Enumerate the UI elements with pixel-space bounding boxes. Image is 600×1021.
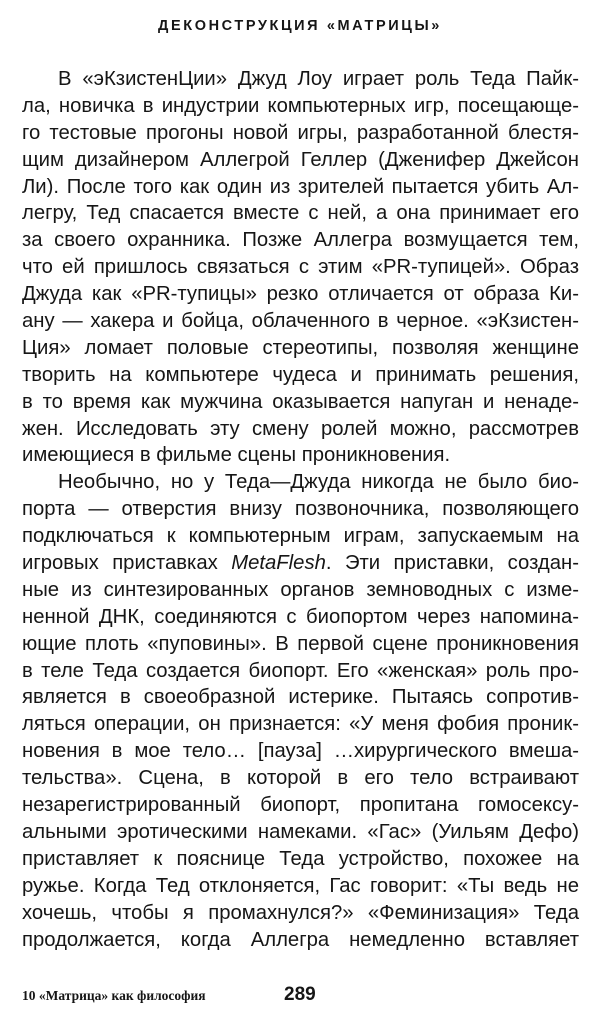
text-line: ные из синтезированных органов земноводных с изме- — [22, 578, 579, 601]
text-line: жен. Исследовать эту смену ролей можно, рассмотрев — [22, 417, 579, 440]
text-line: творить на компьютере чудеса и принимать решения, — [22, 363, 579, 386]
text-line: Ция» ломает половые стереотипы, позволяя женщине — [22, 336, 579, 359]
italic-term: MetaFlesh — [231, 552, 326, 575]
text-line-with-italic — [22, 550, 579, 577]
text-line: незарегистрированный биопорт, пропитана гомосексу- — [22, 794, 579, 817]
text-line: подключаться к компьютерным играм, запускаемым на — [22, 525, 579, 548]
text-line: го тестовые прогоны новой игры, разработанной блестя- — [22, 121, 579, 144]
text-line: легру, Тед спасается вместе с ней, а она принимает его — [22, 202, 579, 225]
text-line: порта — отверстия внизу позвоночника, позволяющего — [22, 498, 579, 521]
page-number: 289 — [284, 984, 316, 1005]
text-line: ружье. Когда Тед отклоняется, Гас говорит: «Ты ведь не — [22, 874, 579, 897]
text-line: В «эКзистенЦии» Джуд Лоу играет роль Теда Пайк- — [58, 68, 579, 90]
text-line: Джуда как «PR-тупицы» резко отличается от образа Ки- — [22, 283, 579, 306]
running-head: ДЕКОНСТРУКЦИЯ «МАТРИЦЫ» — [158, 18, 442, 34]
text-line: альными эротическими намеками. «Гас» (Уильям Дефо) — [22, 820, 579, 843]
paragraph-1 — [22, 66, 579, 469]
page-footer — [22, 984, 579, 1008]
text-line: в то время как мужчина оказывается напуган и ненаде- — [22, 390, 579, 413]
paragraph-2 — [22, 469, 579, 953]
text-line: ющие плоть «пуповины». В первой сцене проникновения — [22, 632, 579, 655]
text-line: имеющиеся в фильме сцены проникновения. — [22, 444, 451, 467]
text-line: ану — хакера и бойца, облаченного в черное. «эКзистен- — [22, 310, 579, 333]
text-line: в теле Теда создается биопорт. Его «женская» роль про- — [22, 659, 579, 682]
text-line: что ей пришлось связаться с этим «PR-тупицей». Образ — [22, 256, 579, 279]
text-line: продолжается, когда Аллегра немедленно вставляет — [22, 928, 579, 951]
text-segment: игровых приставках — [22, 552, 232, 575]
text-line: Ли). После того как один из зрителей пытается убить Ал- — [22, 175, 579, 198]
text-line: приставляет к пояснице Теда устройство, похожее на — [22, 847, 579, 870]
text-line: щим дизайнером Аллегрой Геллер (Дженифер Джейсон — [22, 148, 579, 171]
text-line: ла, новичка в индустрии компьютерных игр, посещающе- — [22, 94, 579, 117]
text-line: является в своеобразной истерике. Пытаясь сопротив- — [22, 686, 579, 709]
text-line: ненной ДНК, соединяются с биопортом через напомина- — [22, 605, 579, 628]
text-line: хочешь, чтобы я промахнулся?» «Феминизация» Теда — [22, 901, 579, 924]
text-line: тельства». Сцена, в которой в его тело встраивают — [22, 767, 579, 790]
text-segment: . Эти приставки, создан- — [325, 552, 579, 575]
body-text — [22, 66, 579, 953]
footer-book-title: 10 «Матрица» как философия — [22, 988, 206, 1003]
text-line: ляться операции, он признается: «У меня фобия проник- — [22, 713, 579, 736]
text-line: Необычно, но у Теда—Джуда никогда не было био- — [58, 471, 579, 494]
text-line: за своего охранника. Позже Аллегра возмущается тем, — [22, 229, 579, 252]
text-line: новения в мое тело… [пауза] …хирургического вмеша- — [22, 740, 579, 763]
